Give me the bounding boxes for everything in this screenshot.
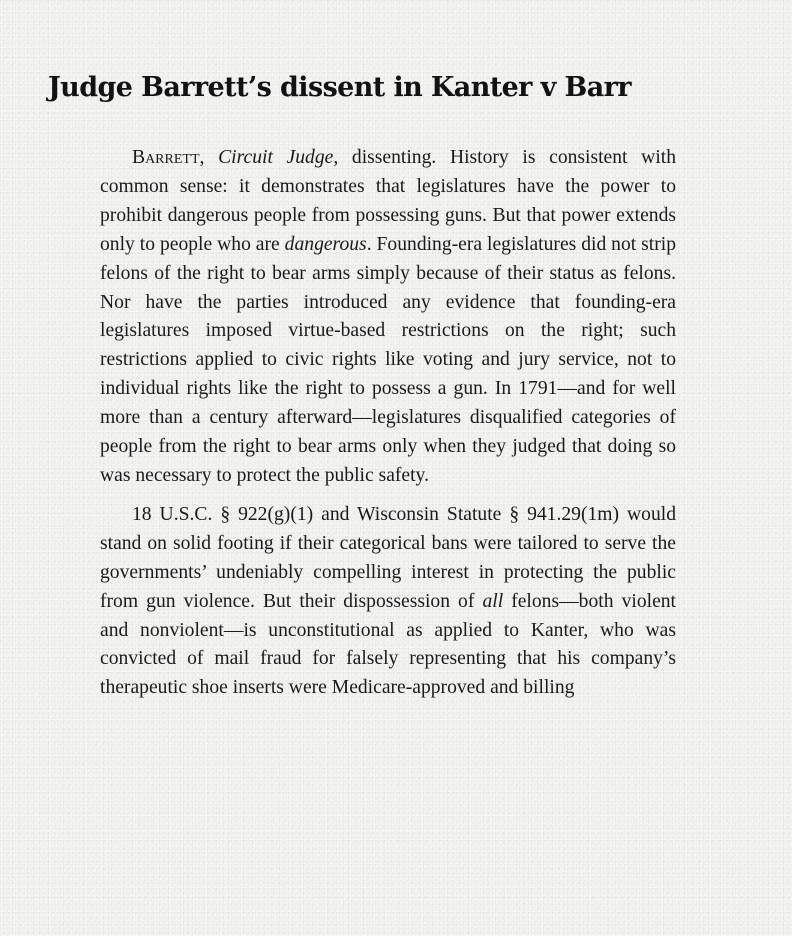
paragraph-1-emphasis: dangerous — [284, 233, 367, 255]
paragraph-1-text-a: , dissenting. History is consistent with common sense: it demonstrates that legislatures have the power to prohibit dangerous people from possessing guns. But that power extends only to people who are — [100, 147, 676, 255]
opinion-paragraph-1 — [100, 144, 676, 491]
paragraph-2-text-a: 18 U.S.C. § 922(g)(1) and Wisconsin Statute § 941.29(1m) would stand on solid footing if their categorical bans were tailored to serve the governments’ undeniably compelling interest in protecting the public from gun violence. But their dispossession of — [100, 503, 676, 612]
paragraph-1-text-b: . Founding-era legislatures did not strip felons of the right to bear arms simply because of their status as felons. Nor have the parties introduced any evidence that founding-era legislatures imposed virtue-based restrictions on the right; such restrictions applied to civic rights like voting and jury service, not to individual rights like the right to possess a gun. In 1791—and for well more than a century afterward—legislatures disqualified categories of people from the right to bear arms only when they judged that doing so was necessary to protect the public safety. — [100, 233, 676, 486]
judge-name: Barrett — [132, 147, 200, 168]
page-title: Judge Barrett’s dissent in Kanter v Barr — [48, 72, 631, 103]
paragraph-2-text-b: felons—both violent and nonviolent—is unconstitutional as applied to Kanter, who was convicted of mail fraud for falsely representing that his company’s therapeutic shoe inserts were Medicare-approved and billing — [100, 590, 677, 699]
opinion-paragraph-2 — [100, 501, 676, 703]
name-separator: , — [199, 147, 219, 168]
judge-role: Circuit Judge — [218, 147, 334, 168]
paragraph-2-emphasis: all — [482, 590, 504, 612]
opinion-text — [100, 144, 676, 703]
